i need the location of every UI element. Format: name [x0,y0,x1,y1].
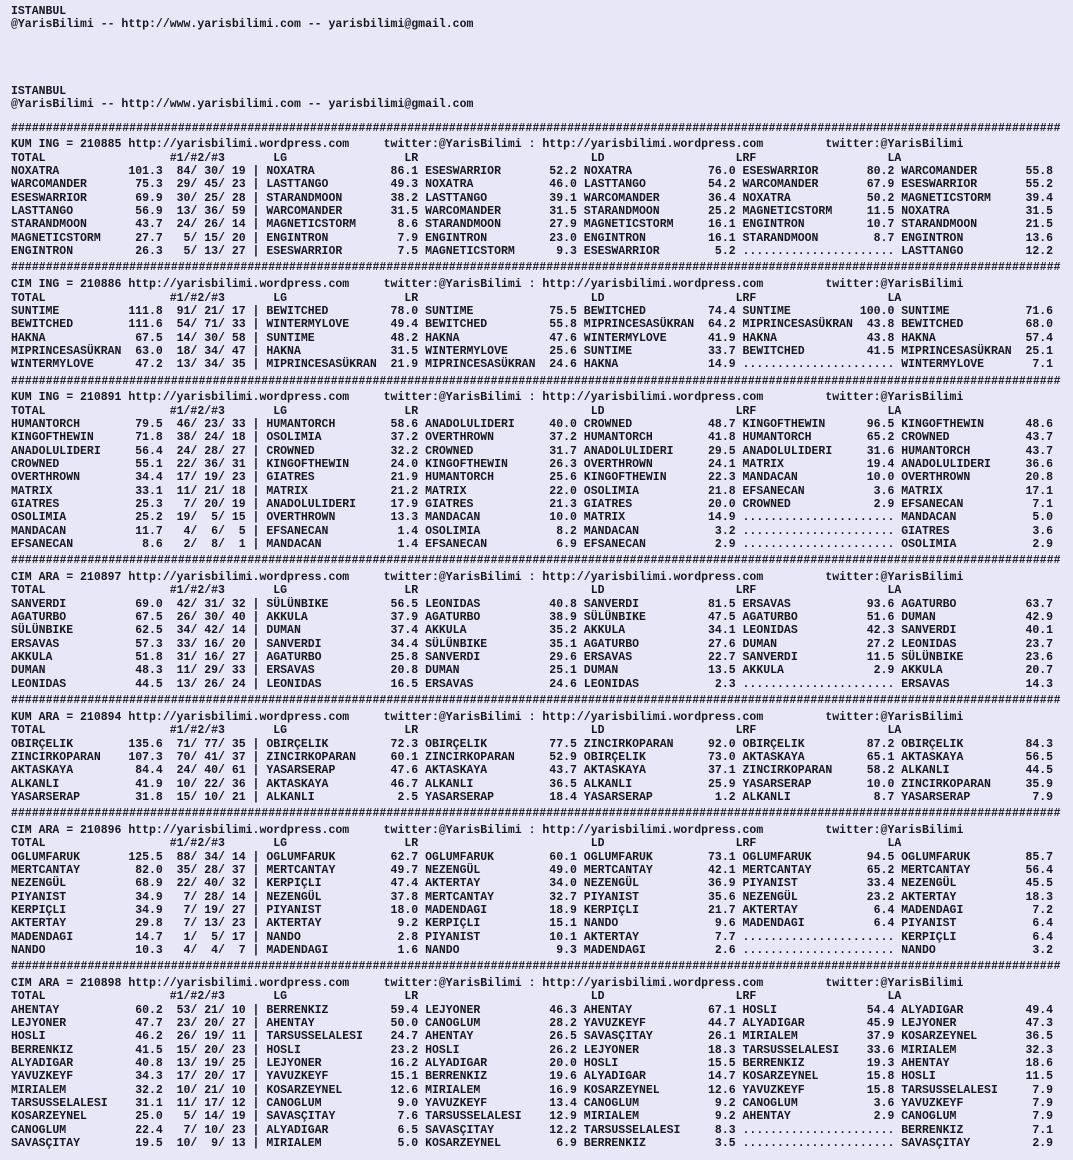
table-row: HOSLI 46.2 26/ 19/ 11 | TARSUSSELALESI 24.7 AHENTAY 26.5 SAVASÇITAY 26.1 MIRIALEM 37.9 KOSARZEYNEL 36.5 [11,1030,1054,1044]
table-row: MIRIALEM 32.2 10/ 21/ 10 | KOSARZEYNEL 12.6 MIRIALEM 16.9 KOSARZEYNEL 12.6 YAVUZKEYF 15.8 TARSUSSELALESI 7.9 [11,1083,1054,1097]
table-row: KERPIÇLI 34.9 7/ 19/ 27 | PIYANIST 18.0 MADENDAGI 18.9 KERPIÇLI 21.7 AKTERTAY 6.4 MADENDAGI 7.2 [11,904,1054,917]
table-row: HUMANTORCH 79.5 46/ 23/ 33 | HUMANTORCH 58.6 ANADOLULIDERI 40.0 CROWNED 48.7 KINGOFTHEWIN 96.5 KINGOFTHEWIN 48.6 [11,418,1054,432]
table-row: PIYANIST 34.9 7/ 28/ 14 | NEZENGÜL 37.8 MERTCANTAY 32.7 PIYANIST 35.6 NEZENGÜL 23.2 AKTERTAY 18.3 [11,890,1054,904]
table-row: NANDO 10.3 4/ 4/ 7 | MADENDAGI 1.6 NANDO 9.3 MADENDAGI 2.6 ...................... NANDO 3.2 [11,943,1054,957]
table-row: MERTCANTAY 82.0 35/ 28/ 37 | MERTCANTAY 49.7 NEZENGÜL 49.0 MERTCANTAY 42.1 MERTCANTAY 65.2 MERTCANTAY 56.4 [11,864,1054,878]
table-row: SAVASÇITAY 19.5 10/ 9/ 13 | MIRIALEM 5.0 KOSARZEYNEL 6.9 BERRENKIZ 3.5 ...................... SAVASÇITAY 2.9 [11,1137,1054,1151]
table-row: MIPRINCESASÜKRAN 63.0 18/ 34/ 47 | HAKNA 31.5 WINTERMYLOVE 25.6 SUNTIME 33.7 BEWITCHED 41.5 MIPRINCESASÜKRAN 25.1 [11,344,1054,358]
column-headers: TOTAL #1/#2/#3 LG LR LD LRF LA [11,837,902,851]
table-row: AHENTAY 60.2 53/ 21/ 10 | BERRENKIZ 59.4 LEJYONER 46.3 AHENTAY 67.1 HOSLI 54.4 ALYADIGAR 49.4 [11,1003,1054,1017]
table-row: LASTTANGO 56.9 13/ 36/ 59 | WARCOMANDER 31.5 WARCOMANDER 31.5 STARANDMOON 25.2 MAGNETICSTORM 11.5 NOXATRA 31.5 [11,205,1054,219]
table-row: MAGNETICSTORM 27.7 5/ 15/ 20 | ENGINTRON 7.9 ENGINTRON 23.0 ENGINTRON 16.1 STARANDMOON 8.7 ENGINTRON 13.6 [11,231,1054,245]
table-row: YAVUZKEYF 34.3 17/ 20/ 17 | YAVUZKEYF 15.1 BERRENKIZ 19.6 ALYADIGAR 14.7 KOSARZEYNEL 15.8 HOSLI 11.5 [11,1070,1054,1084]
masthead-contact-repeat: @YarisBilimi -- http://www.yarisbilimi.com -- yarisbilimi@gmail.com [11,98,474,112]
table-row: STARANDMOON 43.7 24/ 26/ 14 | MAGNETICSTORM 8.6 STARANDMOON 27.9 MAGNETICSTORM 16.1 ENGINTRON 10.7 STARANDMOON 21.5 [11,218,1054,232]
column-headers: TOTAL #1/#2/#3 LG LR LD LRF LA [11,584,902,598]
blank-line [11,58,1073,71]
section-header: CIM ARA = 210897 http://yarisbilimi.wordpress.com twitter:@YarisBilimi : http://yarisbilimi.wordpress.com twitter:@YarisBilimi [11,571,964,585]
table-row: NOXATRA 101.3 84/ 30/ 19 | NOXATRA 86.1 ESESWARRIOR 52.2 NOXATRA 76.0 ESESWARRIOR 80.2 WARCOMANDER 55.8 [11,165,1054,179]
race-section-210886 [11,261,1073,371]
section-separator: ####################################################################################################################################################### [11,694,1061,708]
race-section-210891 [11,375,1073,552]
table-row: GIATRES 25.3 7/ 20/ 19 | ANADOLULIDERI 17.9 GIATRES 21.3 GIATRES 20.0 CROWNED 2.9 EFSANECAN 7.1 [11,497,1054,511]
blank-line [11,112,1073,119]
table-row: BEWITCHED 111.6 54/ 71/ 33 | WINTERMYLOVE 49.4 BEWITCHED 55.8 MIPRINCESASÜKRAN 64.2 MIPRINCESASÜKRAN 43.8 BEWITCHED 68.0 [11,318,1054,332]
section-separator: ####################################################################################################################################################### [11,807,1061,821]
table-row: AKTERTAY 29.8 7/ 13/ 23 | AKTERTAY 9.2 KERPIÇLI 15.1 NANDO 9.6 MADENDAGI 6.4 PIYANIST 6.4 [11,917,1054,931]
table-row: OBIRÇELIK 135.6 71/ 77/ 35 | OBIRÇELIK 72.3 OBIRÇELIK 77.5 ZINCIRKOPARAN 92.0 OBIRÇELIK 87.2 OBIRÇELIK 84.3 [11,737,1054,751]
race-section-210897 [11,554,1073,691]
table-row: SANVERDI 69.0 42/ 31/ 32 | SÜLÜNBIKE 56.5 LEONIDAS 40.8 SANVERDI 81.5 ERSAVAS 93.6 AGATURBO 63.7 [11,597,1054,611]
race-section-210885 [11,122,1073,259]
table-row: NEZENGÜL 68.9 22/ 40/ 32 | KERPIÇLI 47.4 AKTERTAY 34.0 NEZENGÜL 36.9 PIYANIST 33.4 NEZENGÜL 45.5 [11,877,1054,891]
column-headers: TOTAL #1/#2/#3 LG LR LD LRF LA [11,291,902,305]
masthead-city: ISTANBUL [11,5,67,18]
table-row: ESESWARRIOR 69.9 30/ 25/ 28 | STARANDMOON 38.2 LASTTANGO 39.1 WARCOMANDER 36.4 NOXATRA 50.2 MAGNETICSTORM 39.4 [11,191,1054,205]
section-separator: ####################################################################################################################################################### [11,261,1061,275]
table-row: AKKULA 51.8 31/ 16/ 27 | AGATURBO 25.8 SANVERDI 29.6 ERSAVAS 22.7 SANVERDI 11.5 SÜLÜNBIKE 23.6 [11,651,1054,665]
table-row: ALYADIGAR 40.8 13/ 19/ 25 | LEJYONER 16.2 ALYADIGAR 20.0 HOSLI 15.5 BERRENKIZ 19.3 AHENTAY 18.6 [11,1057,1054,1071]
blank-line [11,45,1073,58]
table-row: BERRENKIZ 41.5 15/ 20/ 23 | HOSLI 23.2 HOSLI 26.2 LEJYONER 18.3 TARSUSSELALESI 33.6 MIRIALEM 32.3 [11,1043,1054,1057]
table-row: ERSAVAS 57.3 33/ 16/ 20 | SANVERDI 34.4 SÜLÜNBIKE 35.1 AGATURBO 27.6 DUMAN 27.2 LEONIDAS 23.7 [11,637,1054,651]
table-row: AGATURBO 67.5 26/ 30/ 40 | AKKULA 37.9 AGATURBO 38.9 SÜLÜNBIKE 47.5 AGATURBO 51.6 DUMAN 42.9 [11,611,1054,625]
section-header: KUM ING = 210891 http://yarisbilimi.wordpress.com twitter:@YarisBilimi : http://yarisbilimi.wordpress.com twitter:@YarisBilimi [11,391,964,405]
table-row: MATRIX 33.1 11/ 21/ 18 | MATRIX 21.2 MATRIX 22.0 OSOLIMIA 21.8 EFSANECAN 3.6 MATRIX 17.1 [11,484,1054,498]
table-row: SUNTIME 111.8 91/ 21/ 17 | BEWITCHED 78.0 SUNTIME 75.5 BEWITCHED 74.4 SUNTIME 100.0 SUNTIME 71.6 [11,304,1054,318]
masthead-contact: @YarisBilimi -- http://www.yarisbilimi.com -- yarisbilimi@gmail.com [11,18,474,32]
column-headers: TOTAL #1/#2/#3 LG LR LD LRF LA [11,990,902,1004]
section-header: CIM ING = 210886 http://yarisbilimi.wordpress.com twitter:@YarisBilimi : http://yarisbilimi.wordpress.com twitter:@YarisBilimi [11,278,964,292]
column-headers: TOTAL #1/#2/#3 LG LR LD LRF LA [11,724,902,738]
masthead-city-repeat: ISTANBUL [11,84,67,98]
section-separator: ####################################################################################################################################################### [11,554,1061,568]
table-row: SÜLÜNBIKE 62.5 34/ 42/ 14 | DUMAN 37.4 AKKULA 35.2 AKKULA 34.1 LEONIDAS 42.3 SANVERDI 40.1 [11,624,1054,638]
table-row: TARSUSSELALESI 31.1 11/ 17/ 12 | CANOGLUM 9.0 YAVUZKEYF 13.4 CANOGLUM 9.2 CANOGLUM 3.6 YAVUZKEYF 7.9 [11,1097,1054,1111]
table-row: LEJYONER 47.7 23/ 20/ 27 | AHENTAY 50.0 CANOGLUM 28.2 YAVUZKEYF 44.7 ALYADIGAR 45.9 LEJYONER 47.3 [11,1017,1054,1031]
table-row: CROWNED 55.1 22/ 36/ 31 | KINGOFTHEWIN 24.0 KINGOFTHEWIN 26.3 OVERTHROWN 24.1 MATRIX 19.4 ANADOLULIDERI 36.6 [11,458,1054,471]
table-row: ANADOLULIDERI 56.4 24/ 28/ 27 | CROWNED 32.2 CROWNED 31.7 ANADOLULIDERI 29.5 ANADOLULIDERI 31.6 HUMANTORCH 43.7 [11,444,1054,458]
section-header: CIM ARA = 210898 http://yarisbilimi.wordpress.com twitter:@YarisBilimi : http://yarisbilimi.wordpress.com twitter:@YarisBilimi [11,977,964,991]
race-section-210898 [11,960,1073,1150]
table-row: OVERTHROWN 34.4 17/ 19/ 23 | GIATRES 21.9 HUMANTORCH 25.6 KINGOFTHEWIN 22.3 MANDACAN 10.0 OVERTHROWN 20.8 [11,471,1054,485]
section-header: CIM ARA = 210896 http://yarisbilimi.wordpress.com twitter:@YarisBilimi : http://yarisbilimi.wordpress.com twitter:@YarisBilimi [11,824,964,838]
table-row: CANOGLUM 22.4 7/ 10/ 23 | ALYADIGAR 6.5 SAVASÇITAY 12.2 TARSUSSELALESI 8.3 ...................... BERRENKIZ 7.1 [11,1123,1054,1137]
table-row: YASARSERAP 31.8 15/ 10/ 21 | ALKANLI 2.5 YASARSERAP 18.4 YASARSERAP 1.2 ALKANLI 8.7 YASARSERAP 7.9 [11,790,1054,804]
table-row: KOSARZEYNEL 25.0 5/ 14/ 19 | SAVASÇITAY 7.6 TARSUSSELALESI 12.9 MIRIALEM 9.2 AHENTAY 2.9 CANOGLUM 7.9 [11,1110,1054,1124]
table-row: ENGINTRON 26.3 5/ 13/ 27 | ESESWARRIOR 7.5 MAGNETICSTORM 9.3 ESESWARRIOR 5.2 ...................... LASTTANGO 12.2 [11,245,1054,259]
section-separator: ####################################################################################################################################################### [11,960,1061,974]
table-row: ZINCIRKOPARAN 107.3 70/ 41/ 37 | ZINCIRKOPARAN 60.1 ZINCIRKOPARAN 52.9 OBIRÇELIK 73.0 AKTASKAYA 65.1 AKTASKAYA 56.5 [11,750,1054,764]
table-row: HAKNA 67.5 14/ 30/ 58 | SUNTIME 48.2 HAKNA 47.6 WINTERMYLOVE 41.9 HAKNA 43.8 HAKNA 57.4 [11,331,1054,345]
table-row: EFSANECAN 8.6 2/ 8/ 1 | MANDACAN 1.4 EFSANECAN 6.9 EFSANECAN 2.9 ...................... OSOLIMIA 2.9 [11,537,1054,551]
table-row: KINGOFTHEWIN 71.8 38/ 24/ 18 | OSOLIMIA 37.2 OVERTHROWN 37.2 HUMANTORCH 41.8 HUMANTORCH 65.2 CROWNED 43.7 [11,431,1054,445]
sections-container [11,122,1073,1151]
table-row: MADENDAGI 14.7 1/ 5/ 17 | NANDO 2.8 PIYANIST 10.1 AKTERTAY 7.7 ...................... KERPIÇLI 6.4 [11,930,1054,944]
section-separator: ####################################################################################################################################################### [11,374,1061,388]
table-row: AKTASKAYA 84.4 24/ 40/ 61 | YASARSERAP 47.6 AKTASKAYA 43.7 AKTASKAYA 37.1 ZINCIRKOPARAN 58.2 ALKANLI 44.5 [11,764,1054,778]
race-section-210896 [11,807,1073,957]
table-row: WARCOMANDER 75.3 29/ 45/ 23 | LASTTANGO 49.3 NOXATRA 46.0 LASTTANGO 54.2 WARCOMANDER 67.9 ESESWARRIOR 55.2 [11,178,1054,192]
table-row: OGLUMFARUK 125.5 88/ 34/ 14 | OGLUMFARUK 62.7 OGLUMFARUK 60.1 OGLUMFARUK 73.1 OGLUMFARUK 94.5 OGLUMFARUK 85.7 [11,850,1054,864]
column-headers: TOTAL #1/#2/#3 LG LR LD LRF LA [11,404,902,418]
table-row: OSOLIMIA 25.2 19/ 5/ 15 | OVERTHROWN 13.3 MANDACAN 10.0 MATRIX 14.9 ...................... MANDACAN 5.0 [11,511,1054,525]
table-row: WINTERMYLOVE 47.2 13/ 34/ 35 | MIPRINCESASÜKRAN 21.9 MIPRINCESASÜKRAN 24.6 HAKNA 14.9 ...................... WINTERMYLOVE 7.1 [11,358,1054,372]
blank-line [11,32,1073,45]
table-row: DUMAN 48.3 11/ 29/ 33 | ERSAVAS 20.8 DUMAN 25.1 DUMAN 13.5 AKKULA 2.9 AKKULA 20.7 [11,664,1054,678]
section-header: KUM ING = 210885 http://yarisbilimi.wordpress.com twitter:@YarisBilimi : http://yarisbilimi.wordpress.com twitter:@YarisBilimi [11,138,964,152]
table-row: ALKANLI 41.9 10/ 22/ 36 | AKTASKAYA 46.7 ALKANLI 36.5 ALKANLI 25.9 YASARSERAP 10.0 ZINCIRKOPARAN 35.9 [11,777,1054,791]
section-header: KUM ARA = 210894 http://yarisbilimi.wordpress.com twitter:@YarisBilimi : http://yarisbilimi.wordpress.com twitter:@YarisBilimi [11,710,964,724]
column-headers: TOTAL #1/#2/#3 LG LR LD LRF LA [11,151,902,165]
section-separator: ####################################################################################################################################################### [11,121,1061,135]
table-row: LEONIDAS 44.5 13/ 26/ 24 | LEONIDAS 16.5 ERSAVAS 24.6 LEONIDAS 2.3 ...................... ERSAVAS 14.3 [11,677,1054,691]
table-row: MANDACAN 11.7 4/ 6/ 5 | EFSANECAN 1.4 OSOLIMIA 8.2 MANDACAN 3.2 ...................... GIATRES 3.6 [11,524,1054,538]
blank-line [11,72,1073,85]
race-section-210894 [11,694,1073,804]
